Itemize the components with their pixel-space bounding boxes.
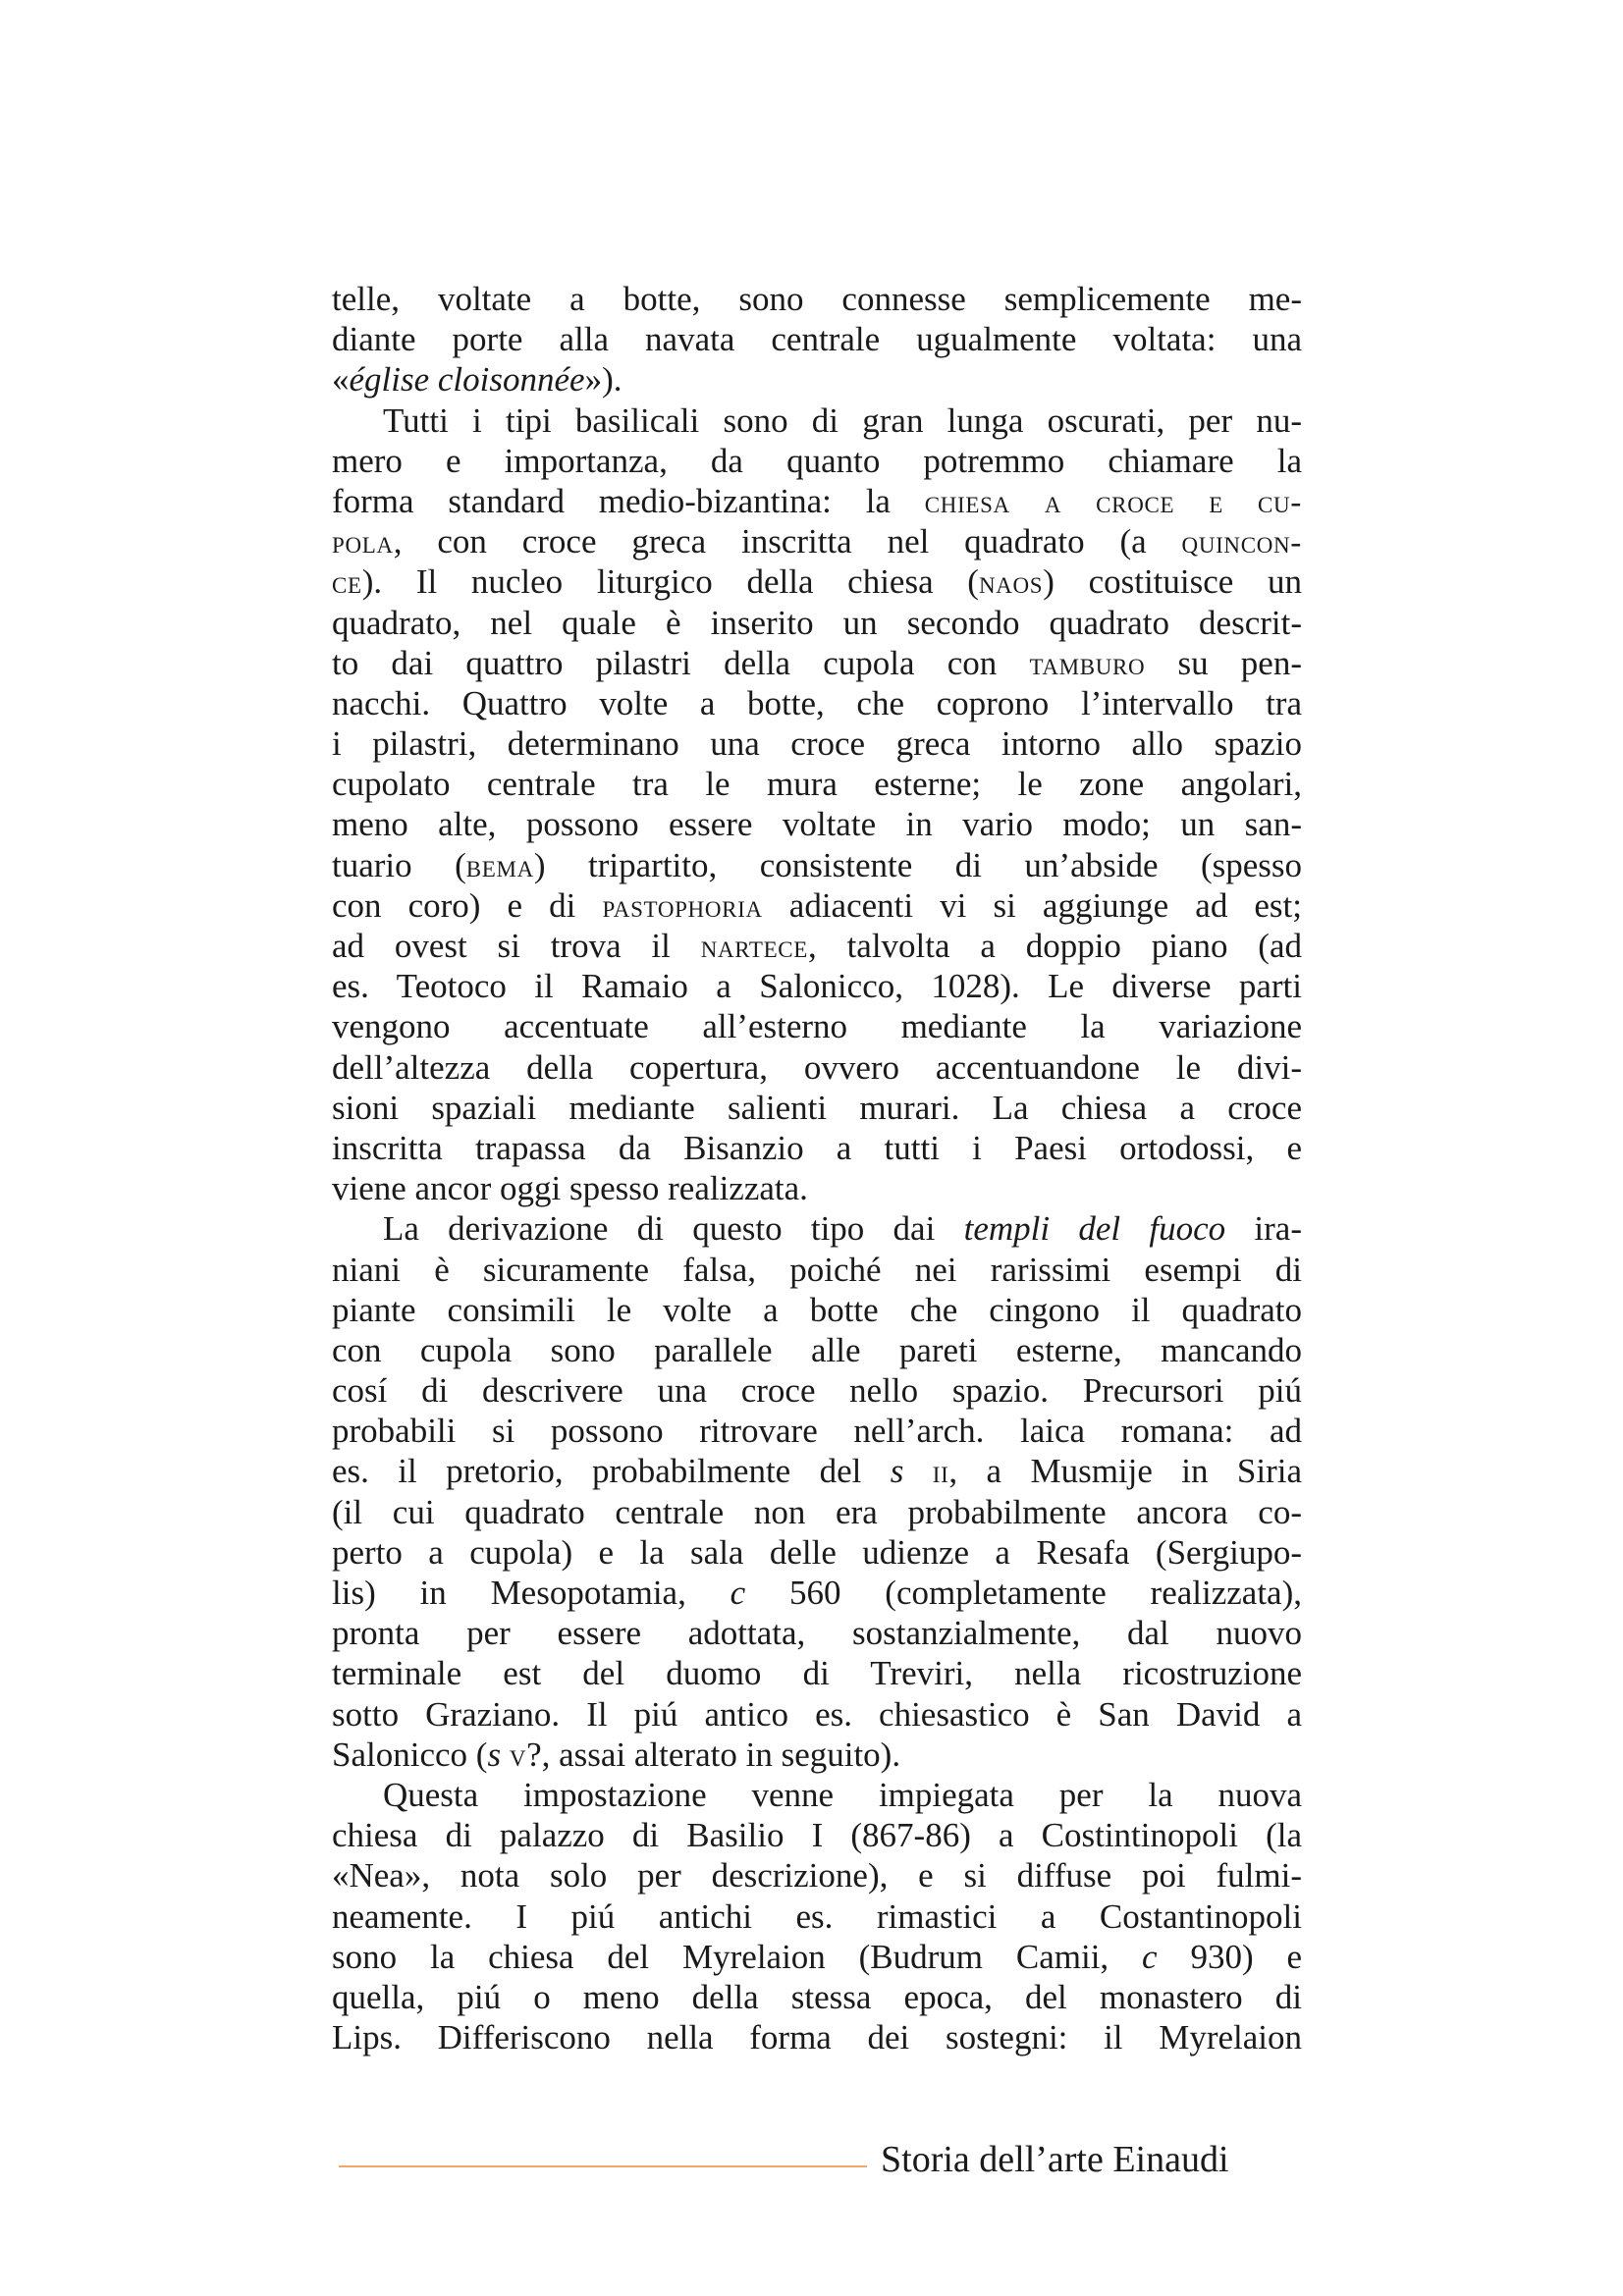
text-run: (il cui quadrato centrale non era probabilmente ancora co-: [332, 1492, 1302, 1531]
small-caps-term: quincon-: [1181, 524, 1302, 561]
text-line: [332, 1896, 1302, 1937]
text-run: con cupola sono parallele alle pareti esterne, mancando: [332, 1330, 1302, 1369]
text-run: , a Musmije in Siria: [948, 1452, 1303, 1491]
text-line: [332, 2017, 1302, 2057]
italic-term: c: [730, 1574, 746, 1612]
text-line: [332, 643, 1302, 683]
text-run: dell’altezza della copertura, ovvero accentuandone le divi-: [332, 1047, 1302, 1087]
text-run: »).: [584, 360, 622, 400]
text-line: [332, 1451, 1302, 1491]
text-run: forma standard medio-bizantina: la: [332, 481, 925, 520]
text-run: diante porte alla navata centrale ugualmente voltata: una: [332, 320, 1302, 359]
text-run: ad ovest si trova il: [332, 927, 701, 965]
text-run: con coro) e di: [332, 885, 603, 925]
text-run: [501, 1735, 510, 1774]
text-run: , talvolta a doppio piano (ad: [808, 927, 1302, 965]
text-line: [332, 1088, 1302, 1128]
text-line: [332, 1815, 1302, 1855]
text-run: cosí di descrivere una croce nello spazio. Precursori piú: [332, 1371, 1302, 1411]
text-run: Tutti i tipi basilicali sono di gran lunga oscurati, per nu-: [383, 400, 1302, 440]
text-run: probabili si possono ritrovare nell’arch. laica romana: ad: [332, 1412, 1302, 1451]
text-run: es. il pretorio, probabilmente del: [332, 1452, 891, 1491]
text-line: [332, 885, 1302, 926]
text-run: nacchi. Quattro volte a botte, che coprono l’intervallo tra: [332, 683, 1302, 722]
text-line: [332, 966, 1302, 1006]
text-line: [332, 1855, 1302, 1896]
text-line: [332, 845, 1302, 885]
text-line: [332, 359, 1302, 400]
text-line: [332, 400, 1302, 441]
text-line: [332, 1128, 1302, 1168]
paragraph: [332, 1775, 1302, 2057]
text-line: [332, 1532, 1302, 1573]
text-run: 560 (completamente realizzata),: [745, 1574, 1302, 1612]
text-run: ) costituisce un: [1043, 562, 1303, 602]
text-line: [332, 1613, 1302, 1653]
small-caps-term: bema: [465, 847, 534, 884]
small-caps-term: ii: [932, 1454, 949, 1491]
text-line: [332, 319, 1302, 359]
paragraph: [332, 400, 1302, 1209]
text-line: [332, 1775, 1302, 1815]
text-run: ira-: [1225, 1209, 1302, 1249]
text-line: [332, 1411, 1302, 1451]
text-run: «Nea», nota solo per descrizione), e si diffuse poi fulmi-: [332, 1856, 1302, 1896]
text-line: [332, 441, 1302, 481]
text-line: [332, 926, 1302, 966]
text-run: es. Teotoco il Ramaio a Salonicco, 1028). Le diverse parti: [332, 967, 1302, 1006]
text-run: Questa impostazione venne impiegata per la nuova: [383, 1775, 1302, 1814]
text-line: [332, 1653, 1302, 1693]
footer-rule: [339, 2165, 867, 2167]
small-caps-term: ce: [332, 564, 362, 602]
small-caps-term: v: [509, 1736, 527, 1774]
small-caps-term: naos: [978, 564, 1044, 602]
text-run: tuario (: [332, 845, 466, 884]
text-line: [332, 279, 1302, 319]
italic-term: templi del fuoco: [963, 1209, 1226, 1249]
text-line: [332, 1168, 1302, 1208]
text-run: sotto Graziano. Il piú antico es. chiesastico è San David a: [332, 1694, 1302, 1734]
small-caps-term: nartece: [700, 929, 809, 965]
footer-publication-title: Storia dell’arte Einaudi: [881, 2139, 1229, 2180]
italic-term: s: [890, 1452, 904, 1491]
italic-term: c: [1142, 1937, 1158, 1976]
text-run: Salonicco (: [332, 1735, 488, 1774]
paragraph: [332, 1208, 1302, 1775]
text-run: sioni spaziali mediante salienti murari. La chiesa a croce: [332, 1088, 1302, 1127]
small-caps-term: tamburo: [1029, 645, 1146, 682]
text-run: ) tripartito, consistente di un’abside (spesso: [533, 845, 1303, 884]
text-run: ?, assai alterato in seguito).: [526, 1735, 901, 1774]
text-line: [332, 1492, 1302, 1532]
text-run: meno alte, possono essere voltate in vario modo; un san-: [332, 805, 1302, 844]
italic-term: s: [487, 1735, 502, 1774]
text-line: [332, 1370, 1302, 1411]
text-run: lis) in Mesopotamia,: [332, 1574, 730, 1612]
text-run: cupolato centrale tra le mura esterne; le zone angolari,: [332, 765, 1302, 804]
text-run: , con croce greca inscritta nel quadrato (a: [393, 522, 1182, 561]
text-run: 930) e: [1157, 1937, 1302, 1976]
text-line: [332, 1006, 1302, 1046]
text-run: chiesa di palazzo di Basilio I (867-86) a Costintinopoli (la: [332, 1816, 1302, 1855]
text-run: mero e importanza, da quanto potremmo chiamare la: [332, 441, 1302, 480]
text-line: [332, 683, 1302, 723]
text-line: [332, 1977, 1302, 2017]
text-run: i pilastri, determinano una croce greca intorno allo spazio: [332, 724, 1302, 764]
text-line: [332, 804, 1302, 844]
italic-term: église cloisonnée: [349, 360, 585, 400]
small-caps-term: pastophoria: [602, 887, 763, 925]
text-run: adiacenti vi si aggiunge ad est;: [762, 885, 1302, 925]
text-line: [332, 1573, 1302, 1613]
text-run: quella, piú o meno della stessa epoca, del monastero di: [332, 1977, 1302, 2016]
text-run: su pen-: [1145, 643, 1302, 682]
text-line: [332, 1208, 1302, 1249]
text-line: [332, 1330, 1302, 1370]
text-run: telle, voltate a botte, sono connesse semplicemente me-: [332, 280, 1302, 318]
text-line: [332, 1250, 1302, 1290]
text-run: vengono accentuate all’esterno mediante la variazione: [332, 1007, 1302, 1046]
text-run: niani è sicuramente falsa, poiché nei rarissimi esempi di: [332, 1250, 1302, 1289]
text-run: inscritta trapassa da Bisanzio a tutti i Paesi ortodossi, e: [332, 1128, 1302, 1167]
text-line: [332, 1047, 1302, 1088]
text-line: [332, 1735, 1302, 1775]
text-run: La derivazione di questo tipo dai: [383, 1209, 964, 1249]
text-run: «: [332, 360, 350, 400]
text-line: [332, 723, 1302, 764]
text-run: [903, 1452, 932, 1490]
small-caps-term: chiesa a croce e cu-: [924, 483, 1302, 520]
paragraph: [332, 279, 1302, 400]
text-run: viene ancor oggi spesso realizzata.: [332, 1169, 808, 1208]
body-text: [332, 279, 1302, 2057]
text-line: [332, 1290, 1302, 1330]
text-line: [332, 521, 1302, 561]
text-run: piante consimili le volte a botte che cingono il quadrato: [332, 1290, 1302, 1329]
text-run: sono la chiesa del Myrelaion (Budrum Camii,: [332, 1937, 1143, 1976]
text-run: perto a cupola) e la sala delle udienze a Resafa (Sergiupo-: [332, 1532, 1302, 1572]
text-run: pronta per essere adottata, sostanzialmente, dal nuovo: [332, 1614, 1302, 1653]
text-run: Lips. Differiscono nella forma dei sostegni: il Myrelaion: [332, 2018, 1302, 2057]
text-run: ). Il nucleo liturgico della chiesa (: [361, 562, 979, 602]
text-line: [332, 1694, 1302, 1735]
text-line: [332, 481, 1302, 521]
text-line: [332, 603, 1302, 643]
text-line: [332, 1937, 1302, 1977]
text-run: quadrato, nel quale è inserito un secondo quadrato descrit-: [332, 603, 1302, 642]
text-run: neamente. I piú antichi es. rimastici a Costantinopoli: [332, 1896, 1302, 1936]
small-caps-term: pola: [332, 524, 394, 561]
text-line: [332, 561, 1302, 602]
text-run: to dai quattro pilastri della cupola con: [332, 643, 1030, 682]
text-line: [332, 764, 1302, 804]
text-run: terminale est del duomo di Treviri, nella ricostruzione: [332, 1654, 1302, 1693]
